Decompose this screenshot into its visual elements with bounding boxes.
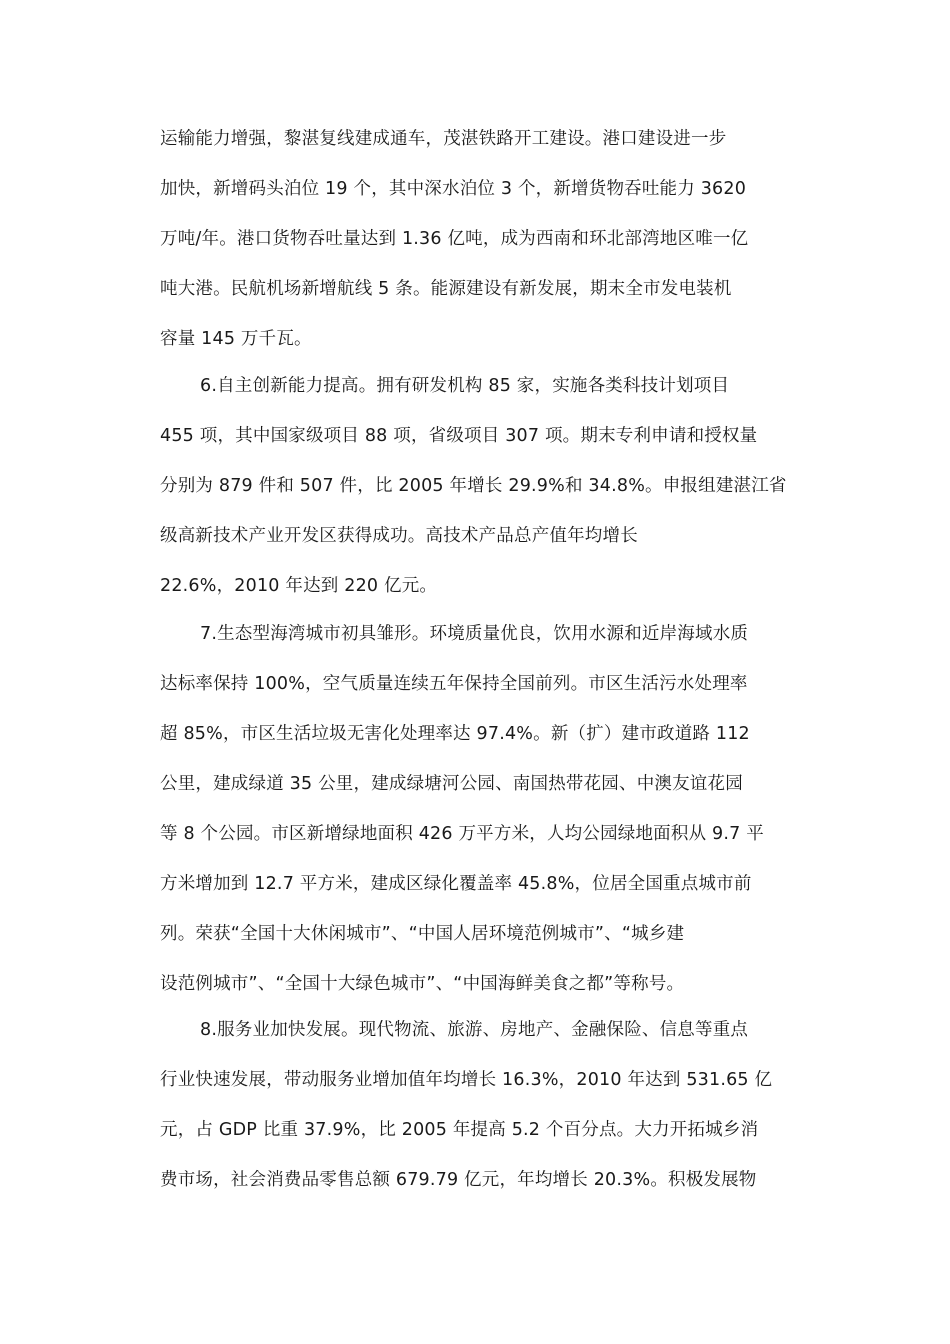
- text-line: 方米增加到 12.7 平方米，建成区绿化覆盖率 45.8%，位居全国重点城市前: [160, 874, 752, 894]
- text-line: 行业快速发展，带动服务业增加值年均增长 16.3%，2010 年达到 531.65 亿: [160, 1070, 773, 1090]
- paragraph-first-line: 6.自主创新能力提高。拥有研发机构 85 家，实施各类科技计划项目: [200, 376, 730, 396]
- text-line: 22.6%，2010 年达到 220 亿元。: [160, 576, 438, 596]
- text-line: 等 8 个公园。市区新增绿地面积 426 万平方米，人均公园绿地面积从 9.7 平: [160, 824, 764, 844]
- text-line: 455 项，其中国家级项目 88 项，省级项目 307 项。期末专利申请和授权量: [160, 426, 758, 446]
- text-line: 公里，建成绿道 35 公里，建成绿塘河公园、南国热带花园、中澳友谊花园: [160, 774, 743, 794]
- text-line: 列。荣获“全国十大休闲城市”、“中国人居环境范例城市”、“城乡建: [160, 924, 685, 944]
- text-line: 分别为 879 件和 507 件，比 2005 年增长 29.9%和 34.8%。申报组建湛江省: [160, 476, 787, 496]
- text-line: 费市场，社会消费品零售总额 679.79 亿元，年均增长 20.3%。积极发展物: [160, 1170, 757, 1190]
- text-line: 吨大港。民航机场新增航线 5 条。能源建设有新发展，期末全市发电装机: [160, 279, 732, 299]
- text-line: 万吨/年。港口货物吞吐量达到 1.36 亿吨，成为西南和环北部湾地区唯一亿: [160, 229, 749, 249]
- text-line: 超 85%，市区生活垃圾无害化处理率达 97.4%。新（扩）建市政道路 112: [160, 724, 750, 744]
- text-line: 级高新技术产业开发区获得成功。高技术产品总产值年均增长: [160, 526, 638, 546]
- text-line: 容量 145 万千瓦。: [160, 329, 312, 349]
- text-line: 元，占 GDP 比重 37.9%，比 2005 年提高 5.2 个百分点。大力开拓城乡消: [160, 1120, 759, 1140]
- paragraph-first-line: 7.生态型海湾城市初具雏形。环境质量优良，饮用水源和近岸海域水质: [200, 624, 749, 644]
- paragraph-first-line: 8.服务业加快发展。现代物流、旅游、房地产、金融保险、信息等重点: [200, 1020, 749, 1040]
- text-line: 设范例城市”、“全国十大绿色城市”、“中国海鲜美食之都”等称号。: [160, 974, 685, 994]
- text-line: 运输能力增强，黎湛复线建成通车，茂湛铁路开工建设。港口建设进一步: [160, 129, 727, 149]
- text-line: 加快，新增码头泊位 19 个，其中深水泊位 3 个，新增货物吞吐能力 3620: [160, 179, 747, 199]
- text-line: 达标率保持 100%，空气质量连续五年保持全国前列。市区生活污水处理率: [160, 674, 748, 694]
